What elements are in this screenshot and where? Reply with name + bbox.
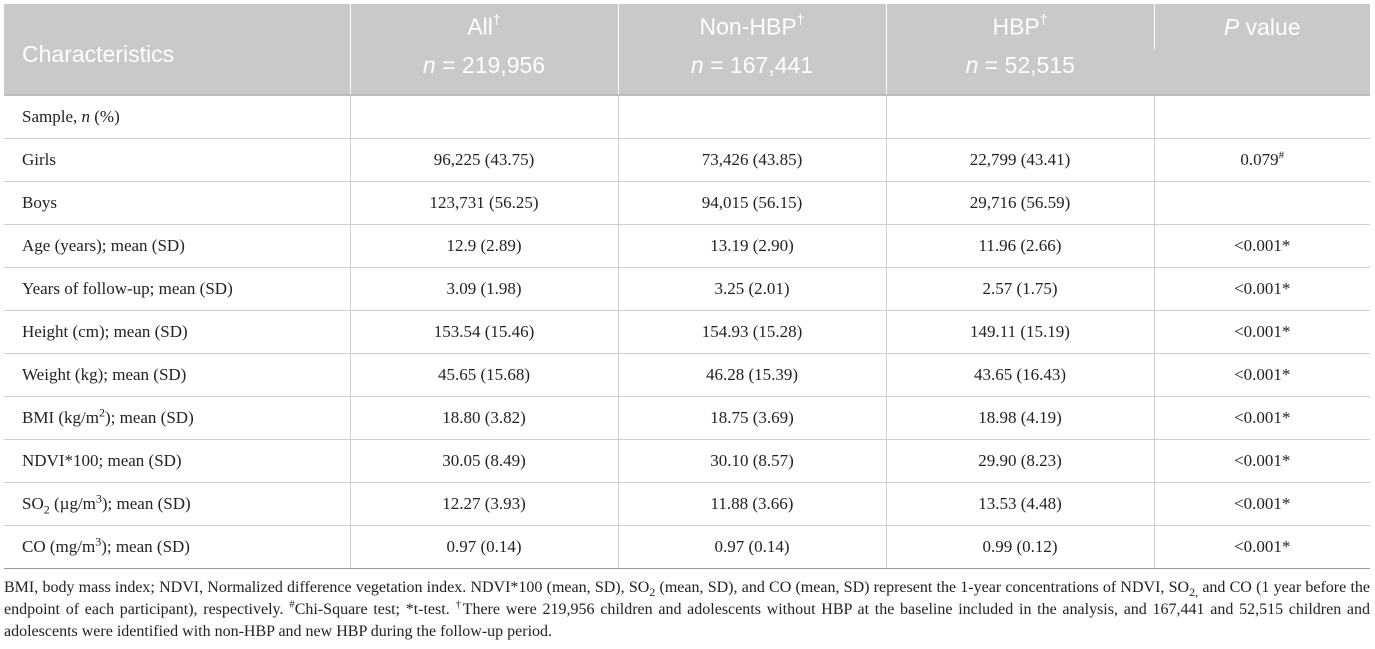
- cell-non-hbp: 30.10 (8.57): [618, 440, 886, 483]
- table-body: [4, 95, 1370, 569]
- row-label: Age (years); mean (SD): [4, 225, 350, 268]
- cell-hbp: 29.90 (8.23): [886, 440, 1154, 483]
- cell-p-value: <0.001*: [1154, 526, 1370, 569]
- cell-all: 0.97 (0.14): [350, 526, 618, 569]
- table-row: [4, 182, 1370, 225]
- cell-p-value: [1154, 95, 1370, 139]
- cell-hbp: 149.11 (15.19): [886, 311, 1154, 354]
- table-footnote: BMI, body mass index; NDVI, Normalized difference vegetation index. NDVI*100 (mean, SD), $SO_2$ (mean, SD), and CO (mean, SD) represent the 1-year concentrations of NDVI, $SO_{2,}$ and CO (1 year before the endpoint of each participant), respectively. #Chi-Square test; *t-test. †There were 219,956 children and adolescents without HBP at the baseline included in the analysis, and 167,441 and 52,515 children and adolescents were identified with non-HBP and new HBP during the follow-up period.: [4, 579, 1371, 640]
- cell-non-hbp: 13.19 (2.90): [618, 225, 886, 268]
- table-row: [4, 139, 1370, 182]
- table-row: [4, 440, 1370, 483]
- cell-p-value: <0.001*: [1154, 397, 1370, 440]
- cell-non-hbp: 94,015 (56.15): [618, 182, 886, 225]
- table-row: [4, 526, 1370, 569]
- row-label: Height (cm); mean (SD): [4, 311, 350, 354]
- cell-all: 153.54 (15.46): [350, 311, 618, 354]
- header-all: All†: [350, 4, 618, 50]
- cell-hbp: 13.53 (4.48): [886, 483, 1154, 526]
- row-label: NDVI*100; mean (SD): [4, 440, 350, 483]
- cell-non-hbp: 11.88 (3.66): [618, 483, 886, 526]
- table-container: [4, 4, 1370, 569]
- row-label: Girls: [4, 139, 350, 182]
- cell-hbp: 18.98 (4.19): [886, 397, 1154, 440]
- cell-all: 45.65 (15.68): [350, 354, 618, 397]
- cell-non-hbp: 18.75 (3.69): [618, 397, 886, 440]
- cell-p-value: <0.001*: [1154, 225, 1370, 268]
- cell-non-hbp: [618, 95, 886, 139]
- row-label: Weight (kg); mean (SD): [4, 354, 350, 397]
- header-non-hbp: Non-HBP†: [618, 4, 886, 50]
- cell-all: 123,731 (56.25): [350, 182, 618, 225]
- cell-all: 96,225 (43.75): [350, 139, 618, 182]
- cell-hbp: 29,716 (56.59): [886, 182, 1154, 225]
- cell-p-value: 0.079#: [1154, 139, 1370, 182]
- cell-hbp: [886, 95, 1154, 139]
- cell-hbp: 11.96 (2.66): [886, 225, 1154, 268]
- header-hbp-n: n = 52,515: [886, 50, 1154, 95]
- cell-p-value: <0.001*: [1154, 440, 1370, 483]
- characteristics-table: [4, 4, 1370, 569]
- table-row: [4, 95, 1370, 139]
- header-non-hbp-n: n = 167,441: [618, 50, 886, 95]
- cell-non-hbp: 0.97 (0.14): [618, 526, 886, 569]
- cell-hbp: 43.65 (16.43): [886, 354, 1154, 397]
- header-p-value: P value: [1154, 4, 1370, 95]
- row-label: Boys: [4, 182, 350, 225]
- table-row: [4, 268, 1370, 311]
- row-label: $SO_2$ $(\mu g/m^3)$; mean (SD): [4, 483, 350, 526]
- cell-non-hbp: 3.25 (2.01): [618, 268, 886, 311]
- header-all-n: n = 219,956: [350, 50, 618, 95]
- row-label: Sample, n (%): [4, 95, 350, 139]
- cell-hbp: 0.99 (0.12): [886, 526, 1154, 569]
- cell-p-value: <0.001*: [1154, 311, 1370, 354]
- cell-hbp: 22,799 (43.41): [886, 139, 1154, 182]
- row-label: Years of follow-up; mean (SD): [4, 268, 350, 311]
- header-characteristics: Characteristics: [4, 4, 350, 95]
- cell-non-hbp: 46.28 (15.39): [618, 354, 886, 397]
- header-hbp: HBP†: [886, 4, 1154, 50]
- table-row: [4, 311, 1370, 354]
- cell-p-value: <0.001*: [1154, 354, 1370, 397]
- cell-all: 18.80 (3.82): [350, 397, 618, 440]
- table-row: [4, 354, 1370, 397]
- cell-p-value: [1154, 182, 1370, 225]
- cell-all: 12.9 (2.89): [350, 225, 618, 268]
- cell-hbp: 2.57 (1.75): [886, 268, 1154, 311]
- cell-non-hbp: 154.93 (15.28): [618, 311, 886, 354]
- cell-p-value: <0.001*: [1154, 483, 1370, 526]
- table-row: [4, 397, 1370, 440]
- row-label: BMI $(kg/m^2)$; mean (SD): [4, 397, 350, 440]
- cell-all: 3.09 (1.98): [350, 268, 618, 311]
- table-row: [4, 225, 1370, 268]
- table-header: [4, 4, 1370, 95]
- table-row: [4, 483, 1370, 526]
- cell-non-hbp: 73,426 (43.85): [618, 139, 886, 182]
- cell-all: 12.27 (3.93): [350, 483, 618, 526]
- cell-all: 30.05 (8.49): [350, 440, 618, 483]
- row-label: CO $(mg/m^3)$; mean (SD): [4, 526, 350, 569]
- cell-all: [350, 95, 618, 139]
- cell-p-value: <0.001*: [1154, 268, 1370, 311]
